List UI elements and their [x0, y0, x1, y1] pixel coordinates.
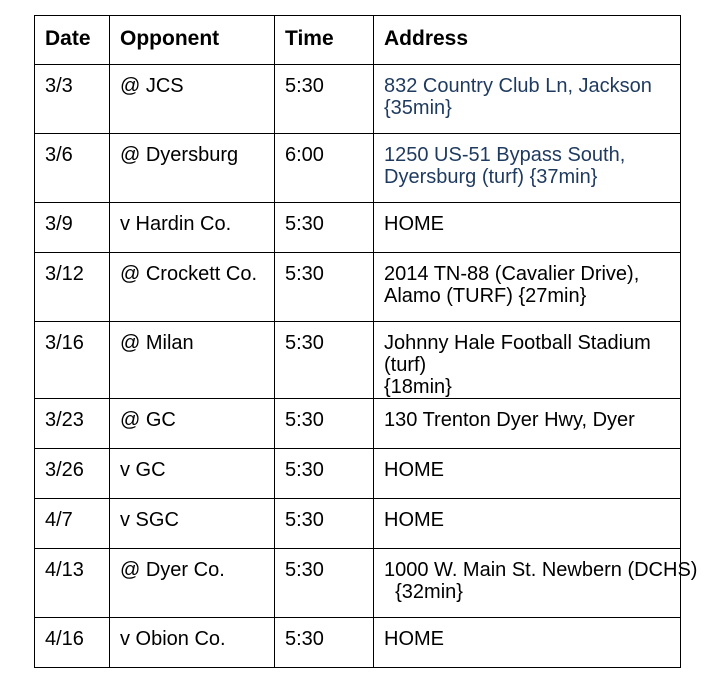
- header-row: [35, 16, 681, 65]
- address-line-2: {32min}: [384, 581, 463, 603]
- table-row: [35, 618, 681, 668]
- cell-address: [374, 499, 681, 549]
- cell-time: 5:30: [275, 253, 374, 322]
- cell-address: [374, 549, 698, 618]
- cell-opponent: v Obion Co.: [110, 618, 275, 668]
- address-line-1: 832 Country Club Ln, Jackson: [384, 75, 652, 97]
- address-line-2: {35min}: [384, 97, 452, 119]
- cell-date: 4/13: [35, 549, 110, 618]
- table-row: [35, 399, 681, 449]
- cell-opponent: @ Milan: [110, 322, 275, 399]
- cell-date: 3/16: [35, 322, 110, 399]
- cell-opponent: @ Dyer Co.: [110, 549, 275, 618]
- address-line-1: 130 Trenton Dyer Hwy, Dyer: [384, 409, 635, 431]
- cell-opponent: @ Dyersburg: [110, 134, 275, 203]
- table-row: [35, 499, 681, 549]
- header-date: Date: [35, 16, 110, 65]
- cell-time: 5:30: [275, 449, 374, 499]
- table-row: [35, 549, 681, 618]
- table-row: [35, 134, 681, 203]
- cell-time: 5:30: [275, 549, 374, 618]
- address-line-1: 1000 W. Main St. Newbern (DCHS): [384, 559, 698, 581]
- cell-address: [374, 449, 681, 499]
- header-opponent: Opponent: [110, 16, 275, 65]
- address-line-2: Dyersburg (turf) {37min}: [384, 166, 598, 188]
- schedule-table: [34, 15, 698, 668]
- cell-address: [374, 65, 681, 134]
- cell-time: 5:30: [275, 322, 374, 399]
- cell-time: 5:30: [275, 65, 374, 134]
- cell-date: 3/26: [35, 449, 110, 499]
- cell-address: [374, 134, 681, 203]
- cell-date: 3/6: [35, 134, 110, 203]
- table-row: [35, 203, 681, 253]
- cell-opponent: v GC: [110, 449, 275, 499]
- cell-time: 6:00: [275, 134, 374, 203]
- cell-address: [374, 322, 681, 399]
- address-line-1: 2014 TN-88 (Cavalier Drive),: [384, 263, 640, 285]
- address-line-2: {18min}: [384, 376, 452, 398]
- cell-opponent: v Hardin Co.: [110, 203, 275, 253]
- cell-address: [374, 203, 681, 253]
- cell-time: 5:30: [275, 618, 374, 668]
- header-address: Address: [374, 16, 681, 65]
- cell-time: 5:30: [275, 399, 374, 449]
- cell-time: 5:30: [275, 203, 374, 253]
- address-line-2: Alamo (TURF) {27min}: [384, 285, 587, 307]
- cell-date: 4/7: [35, 499, 110, 549]
- address-home: HOME: [384, 459, 444, 481]
- header-time: Time: [275, 16, 374, 65]
- cell-date: 3/3: [35, 65, 110, 134]
- cell-date: 3/12: [35, 253, 110, 322]
- table-row: [35, 253, 681, 322]
- address-line-1: 1250 US-51 Bypass South,: [384, 144, 626, 166]
- cell-address: [374, 618, 681, 668]
- table-row: [35, 65, 681, 134]
- cell-opponent: @ Crockett Co.: [110, 253, 275, 322]
- table-row: [35, 449, 681, 499]
- address-home: HOME: [384, 213, 444, 235]
- address-home: HOME: [384, 509, 444, 531]
- address-line-1: Johnny Hale Football Stadium (turf): [384, 332, 651, 376]
- cell-date: 4/16: [35, 618, 110, 668]
- table-row: [35, 322, 681, 399]
- cell-address: [374, 399, 681, 449]
- cell-date: 3/9: [35, 203, 110, 253]
- cell-opponent: @ GC: [110, 399, 275, 449]
- address-home: HOME: [384, 628, 444, 650]
- cell-date: 3/23: [35, 399, 110, 449]
- cell-time: 5:30: [275, 499, 374, 549]
- cell-opponent: v SGC: [110, 499, 275, 549]
- cell-opponent: @ JCS: [110, 65, 275, 134]
- cell-address: [374, 253, 681, 322]
